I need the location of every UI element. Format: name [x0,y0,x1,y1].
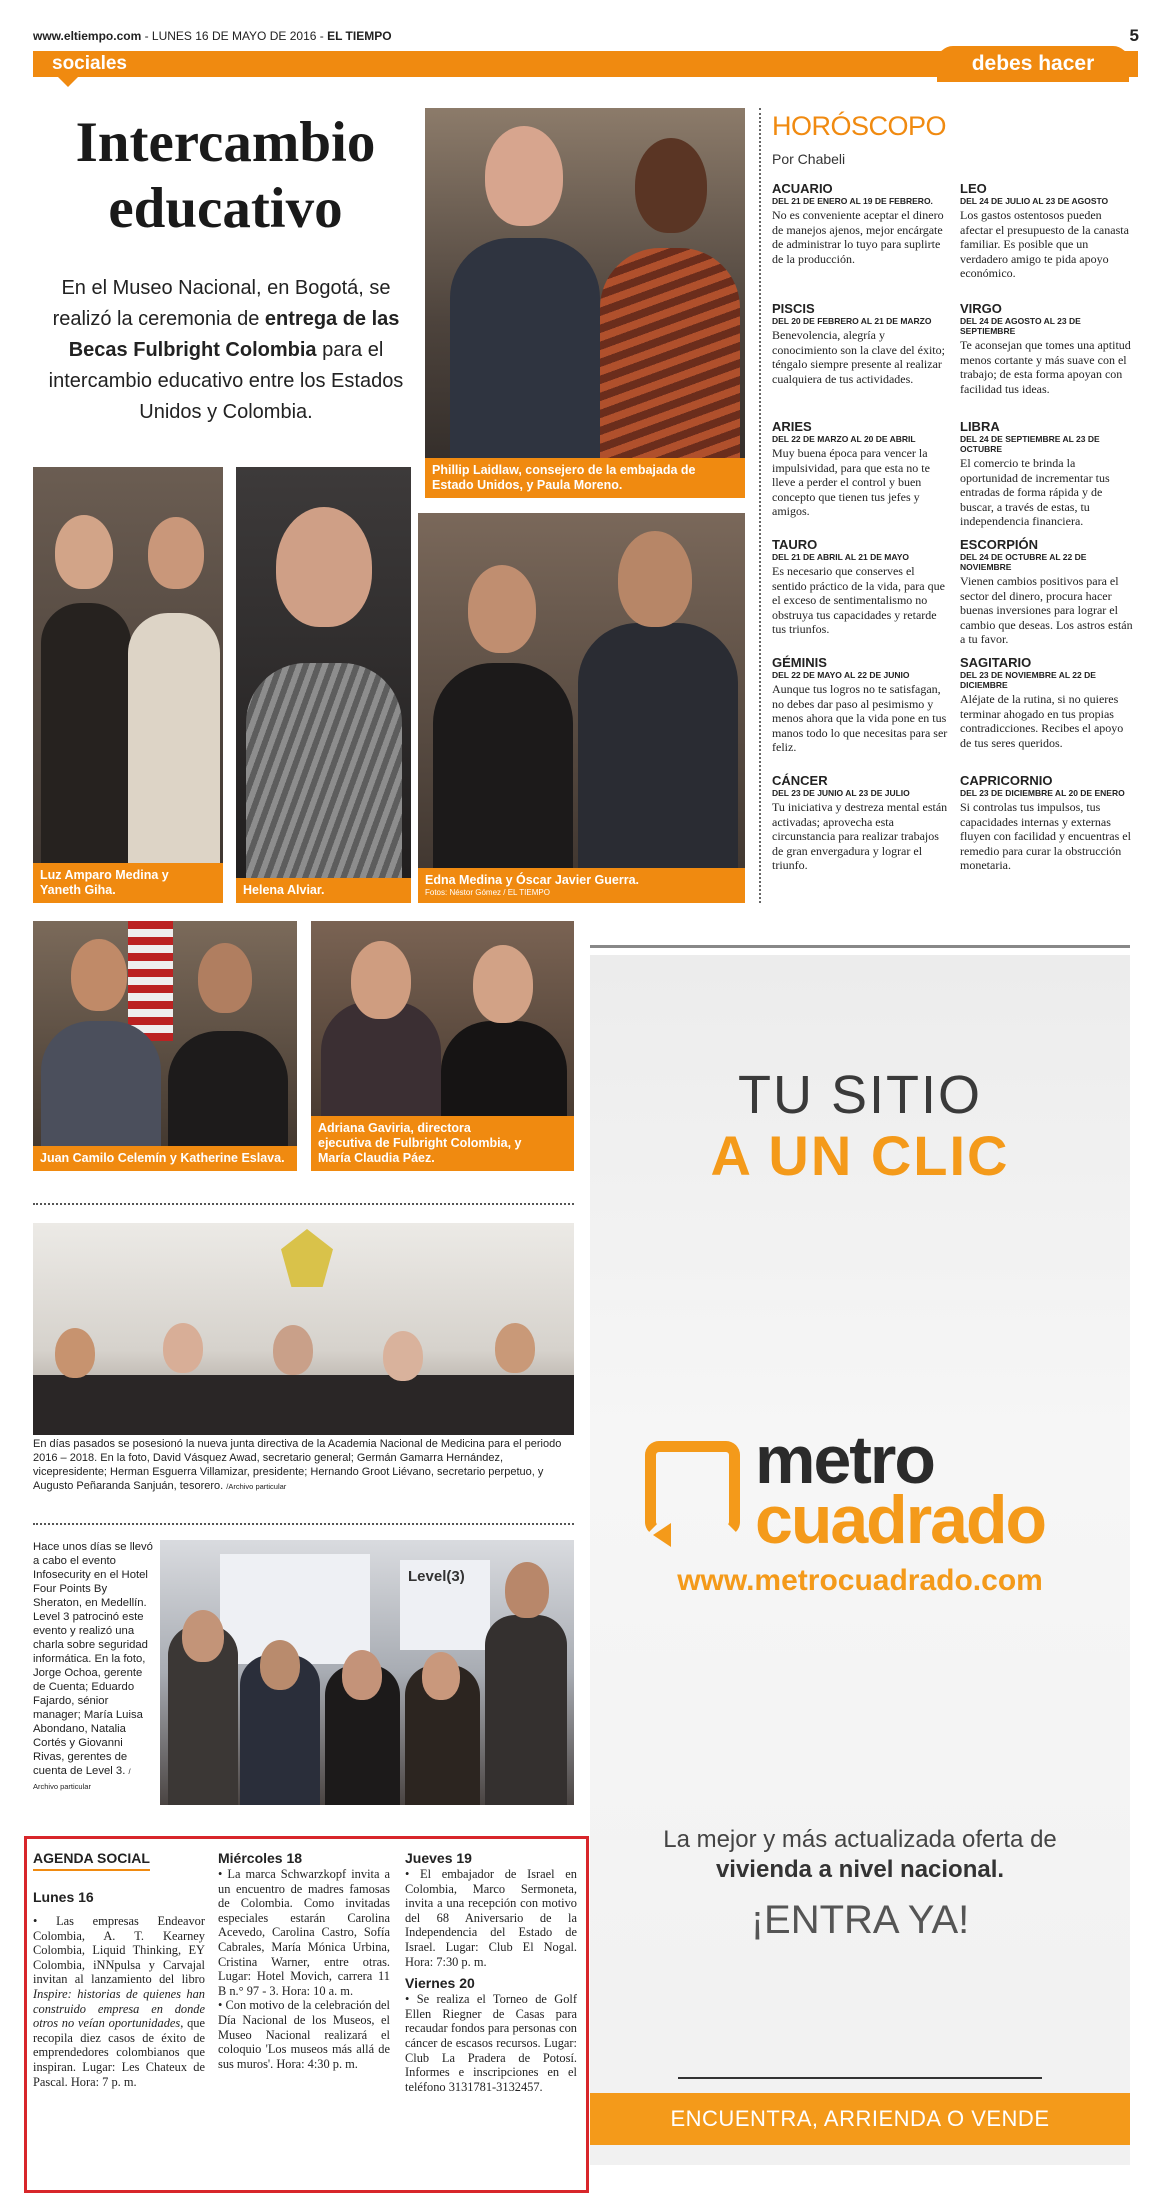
person-head [148,517,204,589]
caption-helena: Helena Alviar. [236,878,411,903]
person-body [246,663,402,903]
ad-headline-1: TU SITIO [738,1065,982,1125]
horoscope-author: Por Chabeli [772,151,846,167]
agenda-day: Lunes 16 [33,1889,94,1905]
horoscope-grid [772,182,1134,882]
sign-cancer: CÁNCER DEL 23 DE JUNIO AL 23 DE JULIO Tu iniciativa y destreza mental están activadas; aprovecha esta circunstancia para realizar trabajos de gran envergadura y lograr el triunfo. [772,773,948,872]
photo-laidlaw-moreno [425,108,745,498]
caption-laidlaw: Phillip Laidlaw, consejero de la embajada de Estado Unidos, y Paula Moreno. [425,458,745,498]
sign-sagitario: SAGITARIO DEL 23 DE NOVIEMBRE AL 22 DE DICIEMBRE Aléjate de la rutina, si no quieres terminar ahogado en tus propias contradicciones. Recibes el apoyo de tus seres queridos. [960,655,1124,750]
divider [33,1523,574,1525]
ad-offer-1: La mejor y más actualizada oferta de [663,1826,1057,1853]
person-left [433,663,573,903]
photo-edna-oscar [418,513,745,903]
logo-metro: metro [755,1422,934,1498]
metrocuadrado-logo [645,1422,1095,1558]
sign-escorpion: ESCORPIÓN DEL 24 DE OCTUBRE AL 22 DE NOVIEMBRE Vienen cambios positivos para el sector del dinero, procura hacer buenas inversiones para lograr el cambio que deseas. Los astros están a tu favor. [960,537,1133,646]
photo-helena [236,467,411,903]
person-head [505,1562,549,1618]
person-head [276,507,372,627]
sign-acuario: ACUARIO DEL 21 DE ENERO AL 19 DE FEBRERO. No es conveniente aceptar el dinero de manejos ajenos, mejor encárgate de administrar lo tuyo para suplirte de la producción. [772,181,944,266]
issue-date: - LUNES 16 DE MAYO DE 2016 - [141,29,328,43]
sign-virgo: VIRGO DEL 24 DE AGOSTO AL 23 DE SEPTIEMBRE Te aconsejan que tomes una aptitud menos cortante y más suave con el trabajo; de esta forma apoyan con facilidad tus ideas. [960,301,1131,396]
ad-offer-2: vivienda a nivel nacional. [715,1856,1005,1883]
photo-credit: /Archivo particular [226,1482,287,1491]
sign-libra: LIBRA DEL 24 DE SEPTIEMBRE AL 23 DE OCTUBRE El comercio te brinda la oportunidad de incrementar tus entradas de forma rápida y de buscar, a través de estas, tu independencia financiera. [960,419,1110,528]
horoscope-column-rule [759,108,761,903]
caption-edna-oscar: Edna Medina y Óscar Javier Guerra. Fotos: Néstor Gómez / EL TIEMPO [418,868,745,903]
sign-leo: LEO DEL 24 DE JULIO AL 23 DE AGOSTO Los gastos ostentosos pueden afectar el presupuesto de la canasta familiar. Es posible que un verdadero amigo te pida apoyo económico. [960,181,1129,280]
flag [128,921,173,1041]
person-left [41,603,131,903]
page-header [33,28,1138,48]
agenda-col-2 [218,1850,390,2071]
person-head [342,1650,382,1700]
person-head [635,138,707,233]
person-head [182,1610,224,1662]
ad-url[interactable]: www.metrocuadrado.com [677,1564,1043,1597]
agenda-col-1 [33,1850,205,2089]
agenda-item: • La marca Schwarzkopf invita a un encuentro de madres famosas de Colombia. Como invitadas especiales estarán Carolina Acevedo, Carolina Castro, Sofía Cabrales, María Mónica Urbina, Cristina Warner, entre otras. Lugar: Hotel Movich, carrera 11 B n.° 97 - 3. Hora: 10 a. m. [218,1867,390,1998]
caption-luz-yaneth: Luz Amparo Medina y Yaneth Giha. [33,863,223,903]
agenda-item: • Las empresas Endeavor Colombia, A. T. Kearney Colombia, Liquid Thinking, EY Colombia, iNNpulsa y Carvajal invitan al lanzamiento del libro Inspire: historias de quienes han construido empresa en donde otros no veían oportunidades, que recopila diez casos de éxito de emprendedores colombianos que inspiran. Lugar: Les Chateux de Pascal. Hora: 7 p. m. [33,1914,205,2089]
agenda-day: Viernes 20 [405,1975,475,1992]
agenda-item: • Con motivo de la celebración del Día Nacional de los Museos, el Museo Nacional realizará el coloquio 'Los museos más allá de sus muros'. Hora: 4:30 p. m. [218,1998,390,2071]
logo-square-icon [645,1441,740,1536]
paper-name: EL TIEMPO [327,29,392,43]
caption-adriana-maria: Adriana Gaviria, directora ejecutiva de Fulbright Colombia, y María Claudia Páez. [311,1116,574,1171]
photo-infosecurity [160,1540,574,1805]
infosecurity-text: Hace unos días se llevó a cabo el evento Infosecurity en el Hotel Four Points By Sheraton, en Medellín. Level 3 patrocinó este evento y realizó una charla sobre seguridad informática. En la foto, Jorge Ochoa, gerente de Cuenta; Eduardo Fajardo, sénior manager; María Luisa Abondano, Natalia Cortés y Giovanni Rivas, gerentes de cuenta de Level 3. / Archivo particular [33,1541,153,1791]
academy-emblem [281,1229,333,1287]
sign-aries: ARIES DEL 22 DE MARZO AL 20 DE ABRIL Muy buena época para vencer la impulsividad, para que esta no te lleve a perder el control y buen concepto que tienen tus jefes y amigos. [772,419,930,518]
title-line-1: Intercambio [75,111,376,174]
ad-footer-band[interactable]: ENCUENTRA, ARRIENDA O VENDE [590,2093,1130,2145]
person [485,1615,567,1805]
ad-headline-2: A UN CLIC [710,1124,1010,1187]
sign-geminis: GÉMINIS DEL 22 DE MAYO AL 22 DE JUNIO Aunque tus logros no te satisfagan, no debes dar paso al pesimismo y menos ahora que la vida pone en tus manos todo lo que necesitas para ser feliz. [772,655,948,754]
photo-credit: Fotos: Néstor Gómez / EL TIEMPO [425,888,550,897]
photo-academia [33,1223,574,1435]
person-head [55,1328,95,1378]
person-head [163,1323,203,1373]
person-head [351,941,411,1019]
logo-cuadrado: cuadrado [755,1482,1046,1558]
agenda-day: Miércoles 18 [218,1850,303,1866]
title-line-2: educativo [108,177,343,240]
academia-caption: En días pasados se posesionó la nueva junta directiva de la Academia Nacional de Medicina para el periodo 2016 – 2018. En la foto, David Vásquez Awad, secretario general; Germán Gamarra Hernández, vicepresidente; Herman Esguerra Villamizar, presidente; Hernando Groot Liévano, secretario perpetuo, y Augusto Peñaranda Sanjuán, tesorero. /Archivo particular [33,1438,562,1492]
person-head [198,943,252,1013]
article-lead: En el Museo Nacional, en Bogotá, se realizó la ceremonia de entrega de las Becas Fulbright Colombia para el intercambio educativo entre los Estados Unidos y Colombia. [48,277,404,423]
person-right [578,623,738,903]
person-head [273,1325,313,1375]
person-head [71,939,127,1011]
photo-luz-yaneth [33,467,223,903]
person-head [495,1323,535,1373]
metrocuadrado-ad[interactable] [590,955,1130,2165]
photo-juan-katherine [33,921,297,1171]
section-arrow [58,77,78,87]
person-head [55,515,113,589]
photo-credit: / Archivo particular [33,1767,131,1791]
ad-top-rule [590,945,1130,948]
person-head [485,126,563,226]
agenda-col-3 [405,1850,577,2094]
head-table [33,1375,574,1435]
debes-hacer-tab[interactable]: debes hacer [937,46,1129,82]
horoscope-title: HORÓSCOPO [772,111,947,141]
person-right [128,613,220,903]
ad-footer-rule [678,2077,1042,2079]
logo-arrow-icon [653,1523,671,1547]
agenda-item: • Se realiza el Torneo de Golf Ellen Riegner de Casas para recaudar fondos para personas con cáncer de escasos recursos. Lugar: Club La Pradera de Potosí. Informes e inscripciones en el teléfono 3131781-3132457. [405,1992,577,2094]
sign-capricornio: CAPRICORNIO DEL 23 DE DICIEMBRE AL 20 DE ENERO Si controlas tus impulsos, tus capacidades internas y externas fluyen con facilidad y encuentras el remedio para curar la obstrucción monetaria. [960,773,1131,872]
section-label: sociales [52,53,127,74]
photo-adriana-maria [311,921,574,1171]
person-head [422,1652,460,1700]
agenda-item: • El embajador de Israel en Colombia, Marco Sermoneta, invita a una recepción con motivo del 68 Aniversario de la Independencia del Estado de Israel. Lugar: Club El Nogal. Hora: 7:30 p. m. [405,1867,577,1969]
site-url[interactable]: www.eltiempo.com [33,29,142,43]
person-head [468,565,536,653]
person-head [473,945,533,1023]
sign-piscis: PISCIS DEL 20 DE FEBRERO AL 21 DE MARZO Benevolencia, alegría y conocimiento son la clave del éxito; téngalo siempre presente al realizar cualquiera de tus actividades. [772,301,945,386]
horoscope-col-right [960,182,1136,873]
ad-cta[interactable]: ¡ENTRA YA! [750,1898,970,1942]
horoscope-col-left [772,182,950,873]
level3-banner: Level(3) [408,1568,465,1585]
person-head [260,1640,300,1690]
caption-juan-katherine: Juan Camilo Celemín y Katherine Eslava. [33,1146,297,1171]
person-head [618,531,692,627]
page-number: 5 [1129,26,1139,45]
agenda-title: AGENDA SOCIAL [33,1850,150,1871]
divider [33,1203,574,1205]
person-head [383,1331,423,1381]
article-title [33,110,418,242]
agenda-day: Jueves 19 [405,1850,472,1866]
sign-tauro: TAURO DEL 21 DE ABRIL AL 21 DE MAYO Es necesario que conserves el sentido práctico de la vida, para que el exceso de sentimentalismo no obstruya tus capacidades y retarde tus triunfos. [772,537,945,636]
